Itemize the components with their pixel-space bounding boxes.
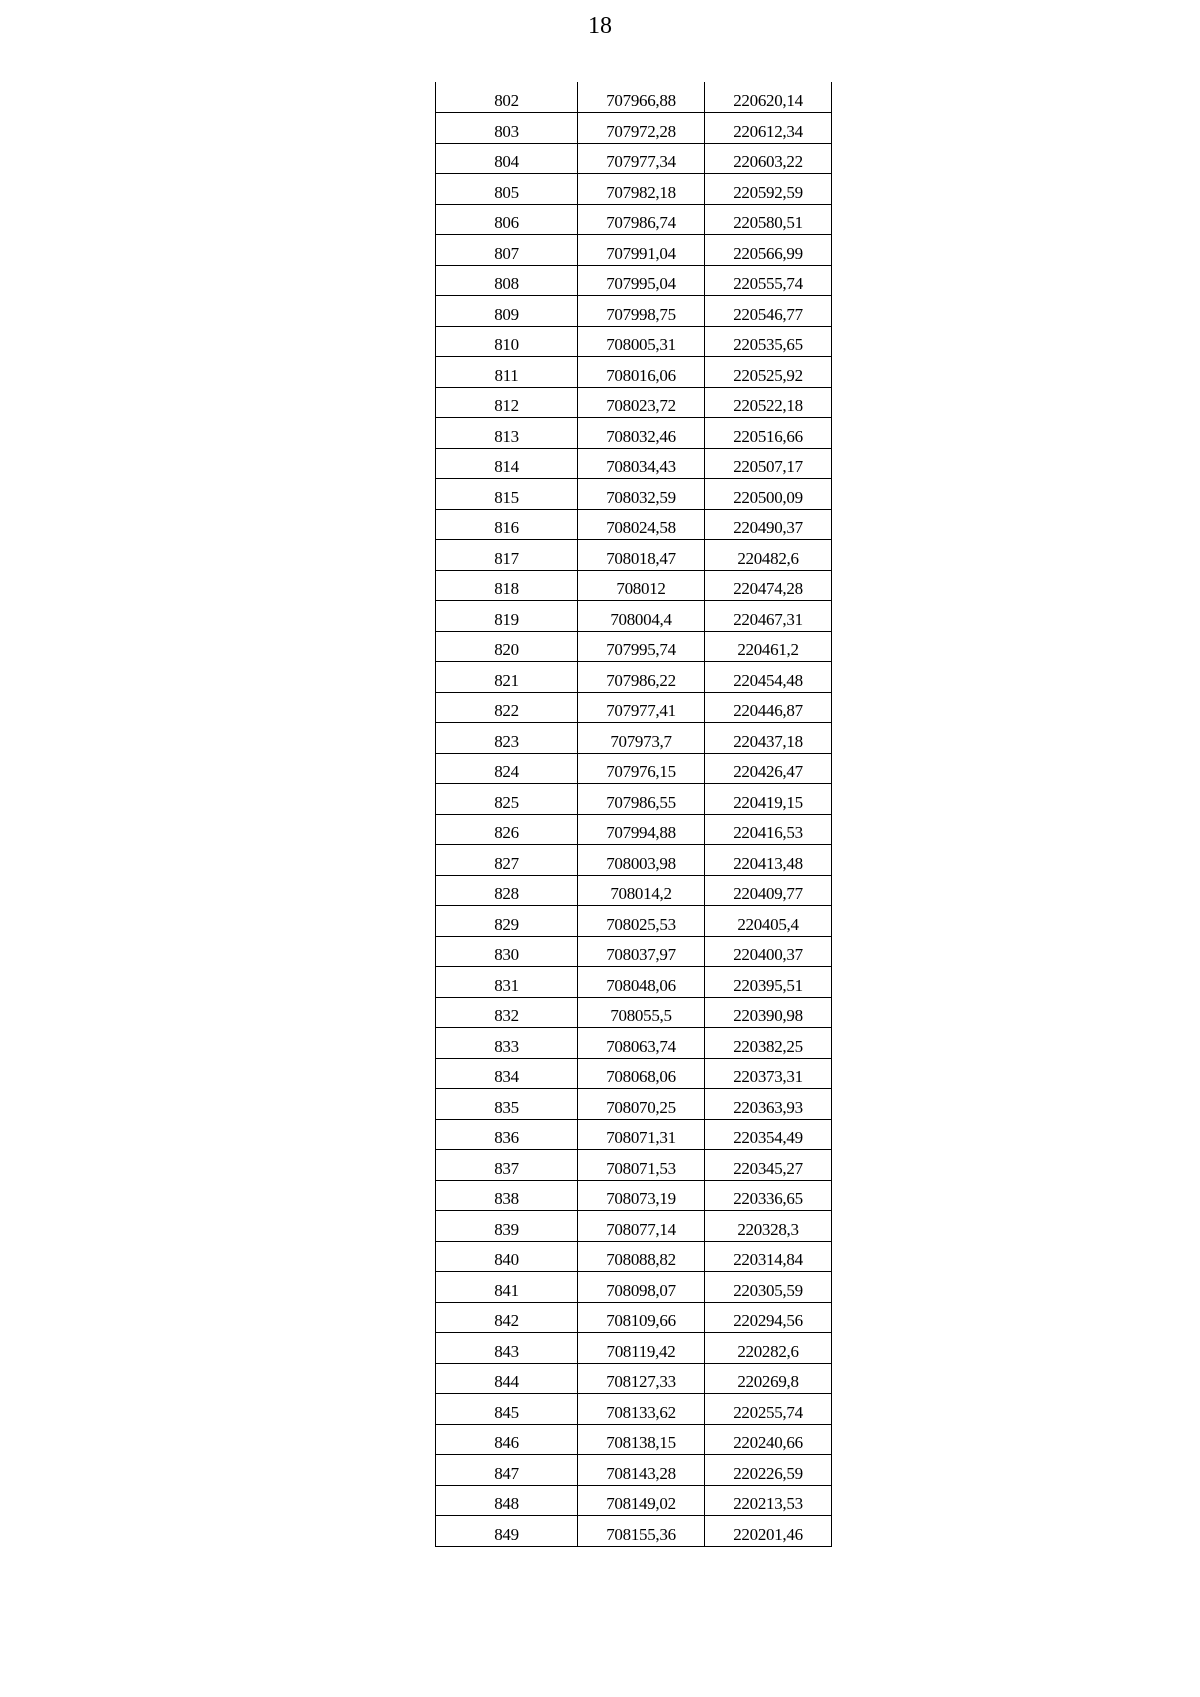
point-number-cell: 802 <box>436 82 578 113</box>
x-coordinate-cell: 708005,31 <box>578 326 705 357</box>
y-coordinate-cell: 220612,34 <box>705 113 832 144</box>
y-coordinate-cell: 220400,37 <box>705 936 832 967</box>
y-coordinate-cell: 220516,66 <box>705 418 832 449</box>
x-coordinate-cell: 708055,5 <box>578 997 705 1028</box>
table-row <box>436 448 832 479</box>
point-number-cell: 815 <box>436 479 578 510</box>
x-coordinate-cell: 708014,2 <box>578 875 705 906</box>
point-number-cell: 833 <box>436 1028 578 1059</box>
x-coordinate-cell: 708063,74 <box>578 1028 705 1059</box>
x-coordinate-cell: 708127,33 <box>578 1363 705 1394</box>
page-number: 18 <box>588 13 612 39</box>
y-coordinate-cell: 220490,37 <box>705 509 832 540</box>
table-row <box>436 235 832 266</box>
point-number-cell: 819 <box>436 601 578 632</box>
y-coordinate-cell: 220354,49 <box>705 1119 832 1150</box>
y-coordinate-cell: 220382,25 <box>705 1028 832 1059</box>
table-row <box>436 997 832 1028</box>
point-number-cell: 812 <box>436 387 578 418</box>
x-coordinate-cell: 708048,06 <box>578 967 705 998</box>
y-coordinate-cell: 220405,4 <box>705 906 832 937</box>
point-number-cell: 824 <box>436 753 578 784</box>
point-number-cell: 818 <box>436 570 578 601</box>
table-row <box>436 692 832 723</box>
point-number-cell: 842 <box>436 1302 578 1333</box>
y-coordinate-cell: 220482,6 <box>705 540 832 571</box>
x-coordinate-cell: 707977,41 <box>578 692 705 723</box>
x-coordinate-cell: 707986,55 <box>578 784 705 815</box>
point-number-cell: 849 <box>436 1516 578 1547</box>
table-row <box>436 1211 832 1242</box>
y-coordinate-cell: 220213,53 <box>705 1485 832 1516</box>
x-coordinate-cell: 708018,47 <box>578 540 705 571</box>
y-coordinate-cell: 220409,77 <box>705 875 832 906</box>
x-coordinate-cell: 708138,15 <box>578 1424 705 1455</box>
point-number-cell: 836 <box>436 1119 578 1150</box>
y-coordinate-cell: 220507,17 <box>705 448 832 479</box>
y-coordinate-cell: 220555,74 <box>705 265 832 296</box>
table-row <box>436 1333 832 1364</box>
y-coordinate-cell: 220603,22 <box>705 143 832 174</box>
point-number-cell: 829 <box>436 906 578 937</box>
table-row <box>436 784 832 815</box>
x-coordinate-cell: 708143,28 <box>578 1455 705 1486</box>
point-number-cell: 814 <box>436 448 578 479</box>
x-coordinate-cell: 708109,66 <box>578 1302 705 1333</box>
x-coordinate-cell: 708070,25 <box>578 1089 705 1120</box>
x-coordinate-cell: 708077,14 <box>578 1211 705 1242</box>
table-row <box>436 1516 832 1547</box>
point-number-cell: 822 <box>436 692 578 723</box>
table-row <box>436 814 832 845</box>
point-number-cell: 827 <box>436 845 578 876</box>
table-row <box>436 906 832 937</box>
x-coordinate-cell: 708068,06 <box>578 1058 705 1089</box>
x-coordinate-cell: 708088,82 <box>578 1241 705 1272</box>
y-coordinate-cell: 220226,59 <box>705 1455 832 1486</box>
x-coordinate-cell: 708149,02 <box>578 1485 705 1516</box>
x-coordinate-cell: 708032,46 <box>578 418 705 449</box>
y-coordinate-cell: 220269,8 <box>705 1363 832 1394</box>
y-coordinate-cell: 220345,27 <box>705 1150 832 1181</box>
point-number-cell: 839 <box>436 1211 578 1242</box>
x-coordinate-cell: 707976,15 <box>578 753 705 784</box>
point-number-cell: 846 <box>436 1424 578 1455</box>
y-coordinate-cell: 220454,48 <box>705 662 832 693</box>
x-coordinate-cell: 707991,04 <box>578 235 705 266</box>
table-row <box>436 967 832 998</box>
point-number-cell: 806 <box>436 204 578 235</box>
x-coordinate-cell: 708004,4 <box>578 601 705 632</box>
x-coordinate-cell: 707995,04 <box>578 265 705 296</box>
x-coordinate-cell: 708012 <box>578 570 705 601</box>
x-coordinate-cell: 707995,74 <box>578 631 705 662</box>
table-row <box>436 265 832 296</box>
table-row <box>436 143 832 174</box>
point-number-cell: 844 <box>436 1363 578 1394</box>
point-number-cell: 807 <box>436 235 578 266</box>
y-coordinate-cell: 220416,53 <box>705 814 832 845</box>
x-coordinate-cell: 708155,36 <box>578 1516 705 1547</box>
x-coordinate-cell: 707977,34 <box>578 143 705 174</box>
table-row <box>436 174 832 205</box>
y-coordinate-cell: 220294,56 <box>705 1302 832 1333</box>
x-coordinate-cell: 708119,42 <box>578 1333 705 1364</box>
y-coordinate-cell: 220522,18 <box>705 387 832 418</box>
table-row <box>436 570 832 601</box>
y-coordinate-cell: 220474,28 <box>705 570 832 601</box>
x-coordinate-cell: 707982,18 <box>578 174 705 205</box>
point-number-cell: 828 <box>436 875 578 906</box>
point-number-cell: 821 <box>436 662 578 693</box>
point-number-cell: 804 <box>436 143 578 174</box>
point-number-cell: 837 <box>436 1150 578 1181</box>
table-row <box>436 540 832 571</box>
table-row <box>436 631 832 662</box>
point-number-cell: 834 <box>436 1058 578 1089</box>
table-row <box>436 509 832 540</box>
point-number-cell: 823 <box>436 723 578 754</box>
y-coordinate-cell: 220419,15 <box>705 784 832 815</box>
x-coordinate-cell: 707986,22 <box>578 662 705 693</box>
y-coordinate-cell: 220467,31 <box>705 601 832 632</box>
point-number-cell: 817 <box>436 540 578 571</box>
table-row <box>436 1424 832 1455</box>
y-coordinate-cell: 220314,84 <box>705 1241 832 1272</box>
x-coordinate-cell: 708003,98 <box>578 845 705 876</box>
point-number-cell: 813 <box>436 418 578 449</box>
point-number-cell: 830 <box>436 936 578 967</box>
table-row <box>436 1058 832 1089</box>
table-row <box>436 1150 832 1181</box>
point-number-cell: 838 <box>436 1180 578 1211</box>
point-number-cell: 843 <box>436 1333 578 1364</box>
point-number-cell: 816 <box>436 509 578 540</box>
table-row <box>436 875 832 906</box>
table-row <box>436 387 832 418</box>
x-coordinate-cell: 707973,7 <box>578 723 705 754</box>
y-coordinate-cell: 220328,3 <box>705 1211 832 1242</box>
x-coordinate-cell: 708071,31 <box>578 1119 705 1150</box>
y-coordinate-cell: 220620,14 <box>705 82 832 113</box>
table-row <box>436 1302 832 1333</box>
table-row <box>436 1180 832 1211</box>
table-row <box>436 326 832 357</box>
x-coordinate-cell: 707998,75 <box>578 296 705 327</box>
y-coordinate-cell: 220373,31 <box>705 1058 832 1089</box>
x-coordinate-cell: 708133,62 <box>578 1394 705 1425</box>
point-number-cell: 805 <box>436 174 578 205</box>
y-coordinate-cell: 220390,98 <box>705 997 832 1028</box>
y-coordinate-cell: 220437,18 <box>705 723 832 754</box>
point-number-cell: 809 <box>436 296 578 327</box>
table-row <box>436 753 832 784</box>
table-row <box>436 662 832 693</box>
point-number-cell: 810 <box>436 326 578 357</box>
y-coordinate-cell: 220255,74 <box>705 1394 832 1425</box>
table-row <box>436 1272 832 1303</box>
y-coordinate-cell: 220461,2 <box>705 631 832 662</box>
y-coordinate-cell: 220426,47 <box>705 753 832 784</box>
point-number-cell: 811 <box>436 357 578 388</box>
y-coordinate-cell: 220580,51 <box>705 204 832 235</box>
y-coordinate-cell: 220525,92 <box>705 357 832 388</box>
table-row <box>436 1119 832 1150</box>
x-coordinate-cell: 708098,07 <box>578 1272 705 1303</box>
y-coordinate-cell: 220282,6 <box>705 1333 832 1364</box>
x-coordinate-cell: 707986,74 <box>578 204 705 235</box>
y-coordinate-cell: 220395,51 <box>705 967 832 998</box>
table-row <box>436 1089 832 1120</box>
y-coordinate-cell: 220363,93 <box>705 1089 832 1120</box>
table-row <box>436 845 832 876</box>
table-row <box>436 204 832 235</box>
y-coordinate-cell: 220546,77 <box>705 296 832 327</box>
y-coordinate-cell: 220305,59 <box>705 1272 832 1303</box>
y-coordinate-cell: 220413,48 <box>705 845 832 876</box>
coordinates-table-body <box>436 82 832 1546</box>
x-coordinate-cell: 708032,59 <box>578 479 705 510</box>
coordinates-table <box>435 82 832 1547</box>
point-number-cell: 848 <box>436 1485 578 1516</box>
point-number-cell: 835 <box>436 1089 578 1120</box>
table-row <box>436 296 832 327</box>
point-number-cell: 845 <box>436 1394 578 1425</box>
y-coordinate-cell: 220592,59 <box>705 174 832 205</box>
table-row <box>436 479 832 510</box>
y-coordinate-cell: 220535,65 <box>705 326 832 357</box>
point-number-cell: 808 <box>436 265 578 296</box>
table-row <box>436 1363 832 1394</box>
x-coordinate-cell: 708016,06 <box>578 357 705 388</box>
y-coordinate-cell: 220446,87 <box>705 692 832 723</box>
table-row <box>436 723 832 754</box>
table-row <box>436 1241 832 1272</box>
x-coordinate-cell: 707966,88 <box>578 82 705 113</box>
y-coordinate-cell: 220201,46 <box>705 1516 832 1547</box>
table-row <box>436 357 832 388</box>
point-number-cell: 826 <box>436 814 578 845</box>
point-number-cell: 832 <box>436 997 578 1028</box>
point-number-cell: 803 <box>436 113 578 144</box>
y-coordinate-cell: 220336,65 <box>705 1180 832 1211</box>
point-number-cell: 840 <box>436 1241 578 1272</box>
x-coordinate-cell: 708071,53 <box>578 1150 705 1181</box>
x-coordinate-cell: 708034,43 <box>578 448 705 479</box>
point-number-cell: 847 <box>436 1455 578 1486</box>
table-row <box>436 113 832 144</box>
x-coordinate-cell: 708073,19 <box>578 1180 705 1211</box>
y-coordinate-cell: 220240,66 <box>705 1424 832 1455</box>
x-coordinate-cell: 707972,28 <box>578 113 705 144</box>
x-coordinate-cell: 708023,72 <box>578 387 705 418</box>
table-row <box>436 1394 832 1425</box>
x-coordinate-cell: 708024,58 <box>578 509 705 540</box>
table-row <box>436 936 832 967</box>
x-coordinate-cell: 708025,53 <box>578 906 705 937</box>
table-row <box>436 418 832 449</box>
x-coordinate-cell: 707994,88 <box>578 814 705 845</box>
point-number-cell: 831 <box>436 967 578 998</box>
point-number-cell: 825 <box>436 784 578 815</box>
table-row <box>436 1028 832 1059</box>
table-row <box>436 1485 832 1516</box>
point-number-cell: 841 <box>436 1272 578 1303</box>
table-row <box>436 1455 832 1486</box>
point-number-cell: 820 <box>436 631 578 662</box>
x-coordinate-cell: 708037,97 <box>578 936 705 967</box>
y-coordinate-cell: 220500,09 <box>705 479 832 510</box>
table-row <box>436 601 832 632</box>
table-row <box>436 82 832 113</box>
y-coordinate-cell: 220566,99 <box>705 235 832 266</box>
